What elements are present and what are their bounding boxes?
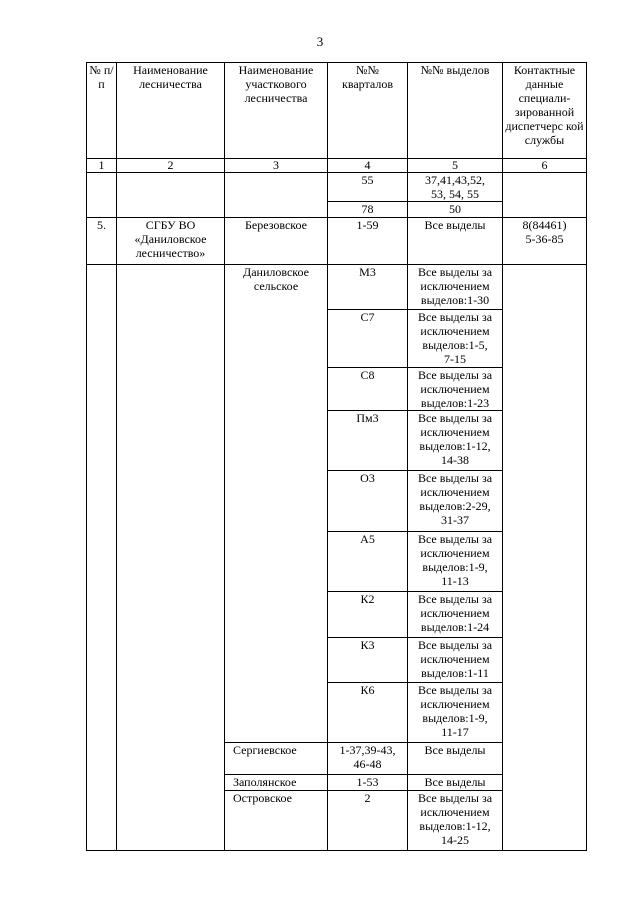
plots-cell: Все выделы за исключением выделов:1-9, 11-17	[408, 683, 503, 743]
quarter-cell: 78	[328, 202, 408, 218]
header-quarters: №№ кварталов	[328, 63, 408, 159]
district-name: Даниловское сельское	[225, 265, 328, 743]
district-name: Островское	[225, 791, 328, 851]
cell-empty	[117, 265, 225, 851]
plots-cell: 50	[408, 202, 503, 218]
quarter-cell: К2	[328, 592, 408, 638]
col-number: 3	[225, 159, 328, 173]
plots-cell: 37,41,43,52, 53, 54, 55	[408, 173, 503, 202]
cell-empty	[225, 173, 328, 218]
col-number: 2	[117, 159, 225, 173]
plots-cell: Все выделы за исключением выделов:1-11	[408, 638, 503, 683]
plots-cell: Все выделы	[408, 218, 503, 265]
plots-cell: Все выделы за исключением выделов:1-12, 14-38	[408, 411, 503, 471]
quarter-cell: Пм3	[328, 411, 408, 471]
table-row	[87, 265, 587, 310]
plots-cell: Все выделы за исключением выделов:1-9, 11-13	[408, 532, 503, 592]
quarter-cell: К6	[328, 683, 408, 743]
header-plots: №№ выделов	[408, 63, 503, 159]
quarter-cell: 55	[328, 173, 408, 202]
row-number: 5.	[87, 218, 117, 265]
header-contacts: Контактные данные специали-зированной диспетчерс кой службы	[503, 63, 587, 159]
forestry-name: СГБУ ВО «Даниловское лесничество»	[117, 218, 225, 265]
col-number: 6	[503, 159, 587, 173]
plots-cell: Все выделы за исключением выделов:1-30	[408, 265, 503, 310]
cell-empty	[87, 265, 117, 851]
header-district: Наименование участкового лесничества	[225, 63, 328, 159]
table-row	[87, 218, 587, 265]
quarter-cell: 1-53	[328, 775, 408, 791]
plots-cell: Все выделы за исключением выделов:1-23	[408, 368, 503, 411]
quarter-cell: 1-59	[328, 218, 408, 265]
quarter-cell: С7	[328, 310, 408, 368]
col-number: 1	[87, 159, 117, 173]
quarter-cell: О3	[328, 471, 408, 532]
header-row	[87, 63, 587, 159]
quarter-cell: К3	[328, 638, 408, 683]
plots-cell: Все выделы за исключением выделов:1-24	[408, 592, 503, 638]
contact-cell: 8(84461) 5-36-85	[503, 218, 587, 265]
plots-cell: Все выделы за исключением выделов:2-29, 31-37	[408, 471, 503, 532]
col-number: 5	[408, 159, 503, 173]
plots-cell: Все выделы	[408, 743, 503, 775]
quarter-cell: С8	[328, 368, 408, 411]
col-number: 4	[328, 159, 408, 173]
cell-empty	[87, 173, 117, 218]
plots-cell: Все выделы за исключением выделов:1-5, 7-15	[408, 310, 503, 368]
district-name: Заполянское	[225, 775, 328, 791]
forestry-table	[86, 62, 587, 851]
plots-cell: Все выделы за исключением выделов:1-12, 14-25	[408, 791, 503, 851]
cell-empty	[117, 173, 225, 218]
header-num: № п/п	[87, 63, 117, 159]
district-name: Сергиевское	[225, 743, 328, 775]
quarter-cell: М3	[328, 265, 408, 310]
plots-cell: Все выделы	[408, 775, 503, 791]
header-forestry: Наименование лесничества	[117, 63, 225, 159]
quarter-cell: 1-37,39-43, 46-48	[328, 743, 408, 775]
column-number-row	[87, 159, 587, 173]
quarter-cell: А5	[328, 532, 408, 592]
page-number: 3	[316, 34, 324, 49]
table-row	[87, 173, 587, 202]
quarter-cell: 2	[328, 791, 408, 851]
district-name: Березовское	[225, 218, 328, 265]
cell-empty	[503, 173, 587, 218]
cell-empty	[503, 265, 587, 851]
